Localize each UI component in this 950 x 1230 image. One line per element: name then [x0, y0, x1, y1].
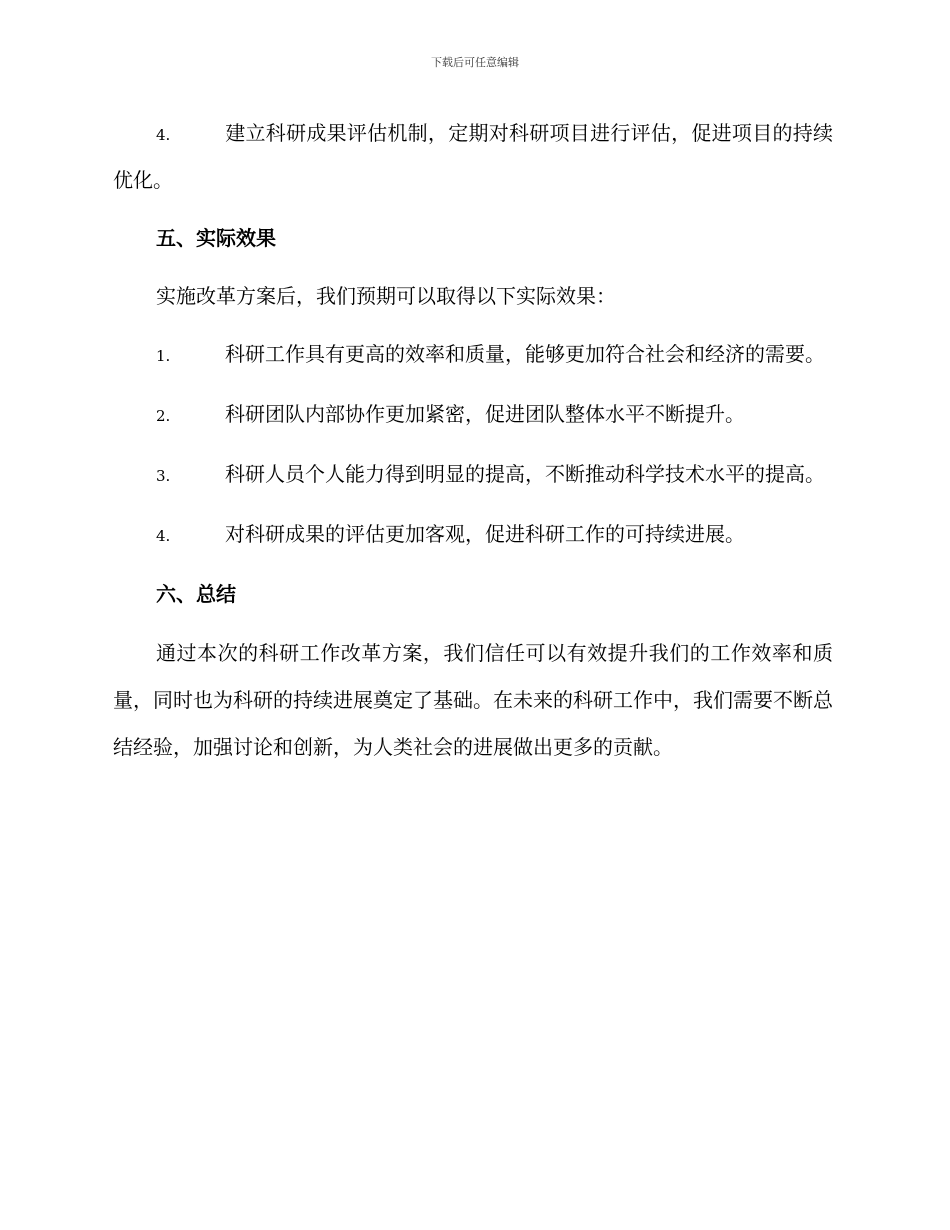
summary-paragraph: 通过本次的科研工作改革方案，我们信任可以有效提升我们的工作效率和质量，同时也为科研的持续进展奠定了基础。在未来的科研工作中，我们需要不断总结经验，加强讨论和创新，为人类社会的进展做出更多的贡献。: [113, 641, 833, 759]
list-item-4-measures: [113, 111, 833, 203]
list-item-text: 科研工作具有更高的效率和质量，能够更加符合社会和经济的需要。: [225, 342, 825, 366]
list-number: 1.: [156, 347, 171, 365]
list-item-4-effect: [113, 512, 833, 559]
list-item-3-effect: [113, 452, 833, 499]
page-header: 下载后可任意编辑: [431, 56, 519, 69]
list-item-2-effect: [113, 392, 833, 439]
list-item-1-effect: [113, 332, 833, 379]
list-item-text: 对科研成果的评估更加客观，促进科研工作的可持续进展。: [225, 522, 745, 546]
list-number: 3.: [156, 467, 171, 485]
list-number: 4.: [156, 527, 171, 545]
list-item-text: 科研团队内部协作更加紧密，促进团队整体水平不断提升。: [225, 402, 745, 426]
section-5-intro: 实施改革方案后，我们预期可以取得以下实际效果：: [156, 284, 616, 308]
list-number: 4.: [156, 126, 171, 144]
list-item-text: 建立科研成果评估机制，定期对科研项目进行评估，促进项目的持续优化。: [113, 121, 833, 192]
section-heading-6: 六、总结: [156, 582, 236, 606]
list-item-text: 科研人员个人能力得到明显的提高，不断推动科学技术水平的提高。: [225, 462, 825, 486]
section-heading-5: 五、实际效果: [156, 226, 276, 250]
document-body: [113, 111, 833, 784]
list-number: 2.: [156, 407, 171, 425]
